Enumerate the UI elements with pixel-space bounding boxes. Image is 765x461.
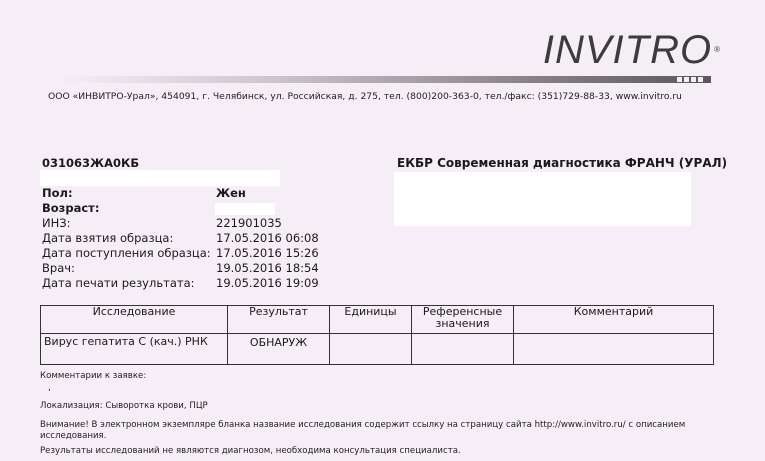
lab-name: ЕКБР Современная диагностика ФРАНЧ (УРАЛ) bbox=[397, 156, 728, 170]
redacted-age-value bbox=[215, 203, 275, 215]
sex-value: Жен bbox=[216, 186, 246, 200]
header-result: Результат bbox=[228, 306, 330, 334]
doctor-label: Врач: bbox=[42, 261, 75, 275]
attention-note: Внимание! В электронном экземпляре бланка название исследования содержит ссылку на страницу сайта http://www.invitro.ru/ с описанием исследования. bbox=[40, 420, 686, 441]
registered-mark: ® bbox=[714, 45, 721, 54]
order-code: 031063ЖА0КБ bbox=[42, 156, 140, 170]
inz-value: 221901035 bbox=[216, 216, 282, 230]
results-header-row bbox=[41, 306, 714, 334]
test-reference bbox=[412, 334, 514, 365]
test-comment bbox=[514, 334, 714, 365]
receipt-date-label: Дата поступления образца: bbox=[42, 246, 211, 260]
logo-text: INVITRO bbox=[542, 28, 713, 72]
localization-note: Локализация: Сыворотка крови, ПЦР bbox=[40, 401, 208, 411]
test-name: Вирус гепатита С (кач.) РНК bbox=[41, 334, 228, 365]
sample-date-value: 17.05.2016 06:08 bbox=[216, 231, 319, 245]
age-label: Возраст: bbox=[42, 201, 100, 215]
logo-dots bbox=[677, 77, 703, 82]
header-units: Единицы bbox=[330, 306, 412, 334]
test-result: ОБНАРУЖ bbox=[228, 334, 330, 365]
receipt-date-value: 17.05.2016 15:26 bbox=[216, 246, 319, 260]
invitro-logo bbox=[543, 30, 721, 70]
print-date-value: 19.05.2016 19:09 bbox=[216, 276, 319, 290]
redacted-patient-name bbox=[40, 170, 280, 186]
logo-band bbox=[60, 76, 711, 83]
header-test: Исследование bbox=[41, 306, 228, 334]
results-table bbox=[40, 305, 714, 365]
inz-label: ИНЗ: bbox=[42, 216, 71, 230]
comment-mark: , bbox=[48, 383, 51, 393]
redacted-lab-details bbox=[394, 172, 691, 226]
order-comments-label: Комментарии к заявке: bbox=[40, 371, 147, 381]
doctor-value: 19.05.2016 18:54 bbox=[216, 261, 319, 275]
sex-label: Пол: bbox=[42, 186, 73, 200]
disclaimer-note: Результаты исследований не являются диагнозом, необходима консультация специалиста. bbox=[40, 446, 461, 456]
test-units bbox=[330, 334, 412, 365]
print-date-label: Дата печати результата: bbox=[42, 276, 195, 290]
organization-address: ООО «ИНВИТРО-Урал», 454091, г. Челябинск, ул. Российская, д. 275, тел. (800)200-363-0, тел./факс: (351)729-88-33, www.invitro.ru bbox=[48, 91, 682, 102]
header-reference: Референсные значения bbox=[412, 306, 514, 334]
sample-date-label: Дата взятия образца: bbox=[42, 231, 174, 245]
table-row bbox=[41, 334, 714, 365]
header-comment: Комментарий bbox=[514, 306, 714, 334]
